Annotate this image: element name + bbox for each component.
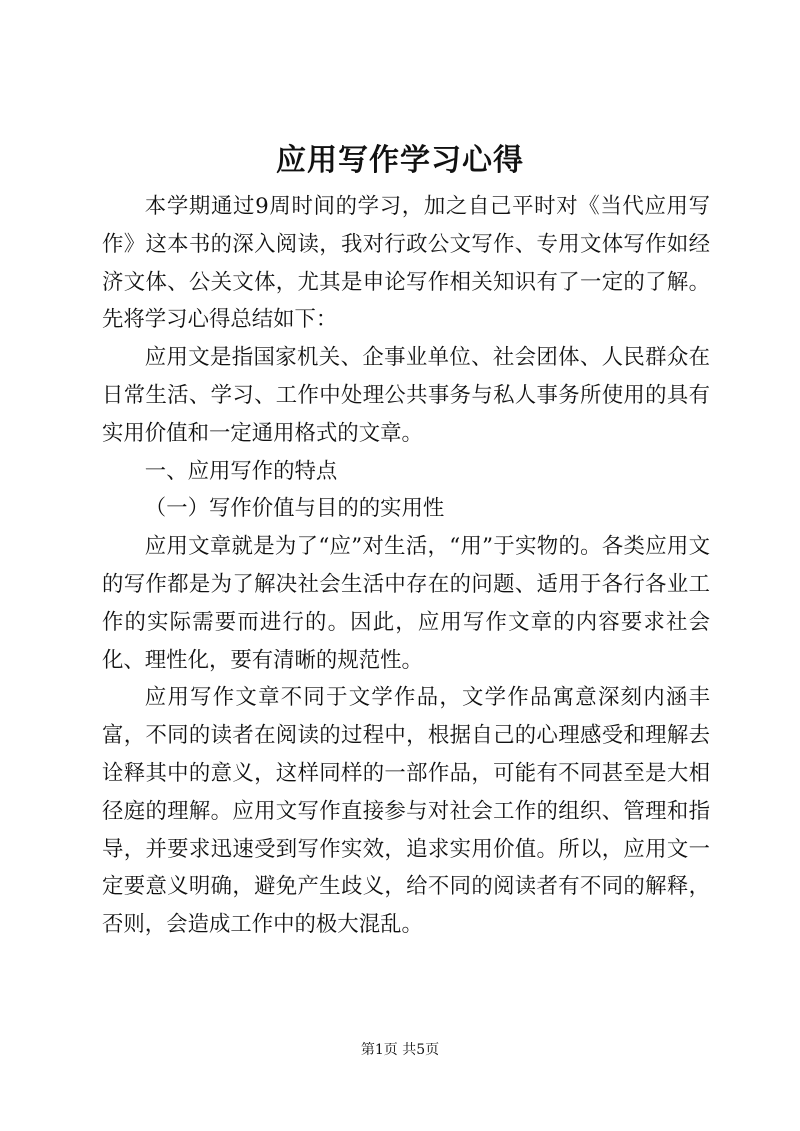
document-title: 应用写作学习心得 bbox=[276, 143, 524, 178]
definition-paragraph: 应用文是指国家机关、企事业单位、社会团体、人民群众在日常生活、学习、工作中处理公共事务与私人事务所使用的具有实用价值和一定通用格式的文章。 bbox=[102, 345, 710, 446]
section-heading: 一、应用写作的特点 bbox=[144, 458, 338, 484]
comparison-paragraph: 应用写作文章不同于文学作品，文学作品寓意深刻内涵丰富，不同的读者在阅读的过程中，根据自己的心理感受和理解去诠释其中的意义，这样同样的一部作品，可能有不同甚至是大相径庭的理解。应用文写作直接参与对社会工作的组织、管理和指导，并要求迅速受到写作实效，追求实用价值。所以，应用文一定要意义明确，避免产生歧义，给不同的阅读者有不同的解释，否则，会造成工作中的极大混乱。 bbox=[102, 685, 710, 938]
practicality-paragraph: 应用文章就是为了“应”对生活，“用”于实物的。各类应用文的写作都是为了解决社会生活中存在的问题、适用于各行各业工作的实际需要而进行的。因此，应用写作文章的内容要求社会化、理性化，要有清晰的规范性。 bbox=[102, 534, 710, 673]
page-number-footer: 第1页 共5页 bbox=[360, 1042, 440, 1058]
intro-paragraph: 本学期通过9周时间的学习，加之自己平时对《当代应用写作》这本书的深入阅读，我对行政公文写作、专用文体写作如经济文体、公关文体，尤其是申论写作相关知识有了一定的了解。先将学习心得总结如下： bbox=[102, 194, 710, 333]
document-body bbox=[102, 188, 710, 944]
subsection-heading: （一）写作价值与目的的实用性 bbox=[144, 496, 445, 522]
